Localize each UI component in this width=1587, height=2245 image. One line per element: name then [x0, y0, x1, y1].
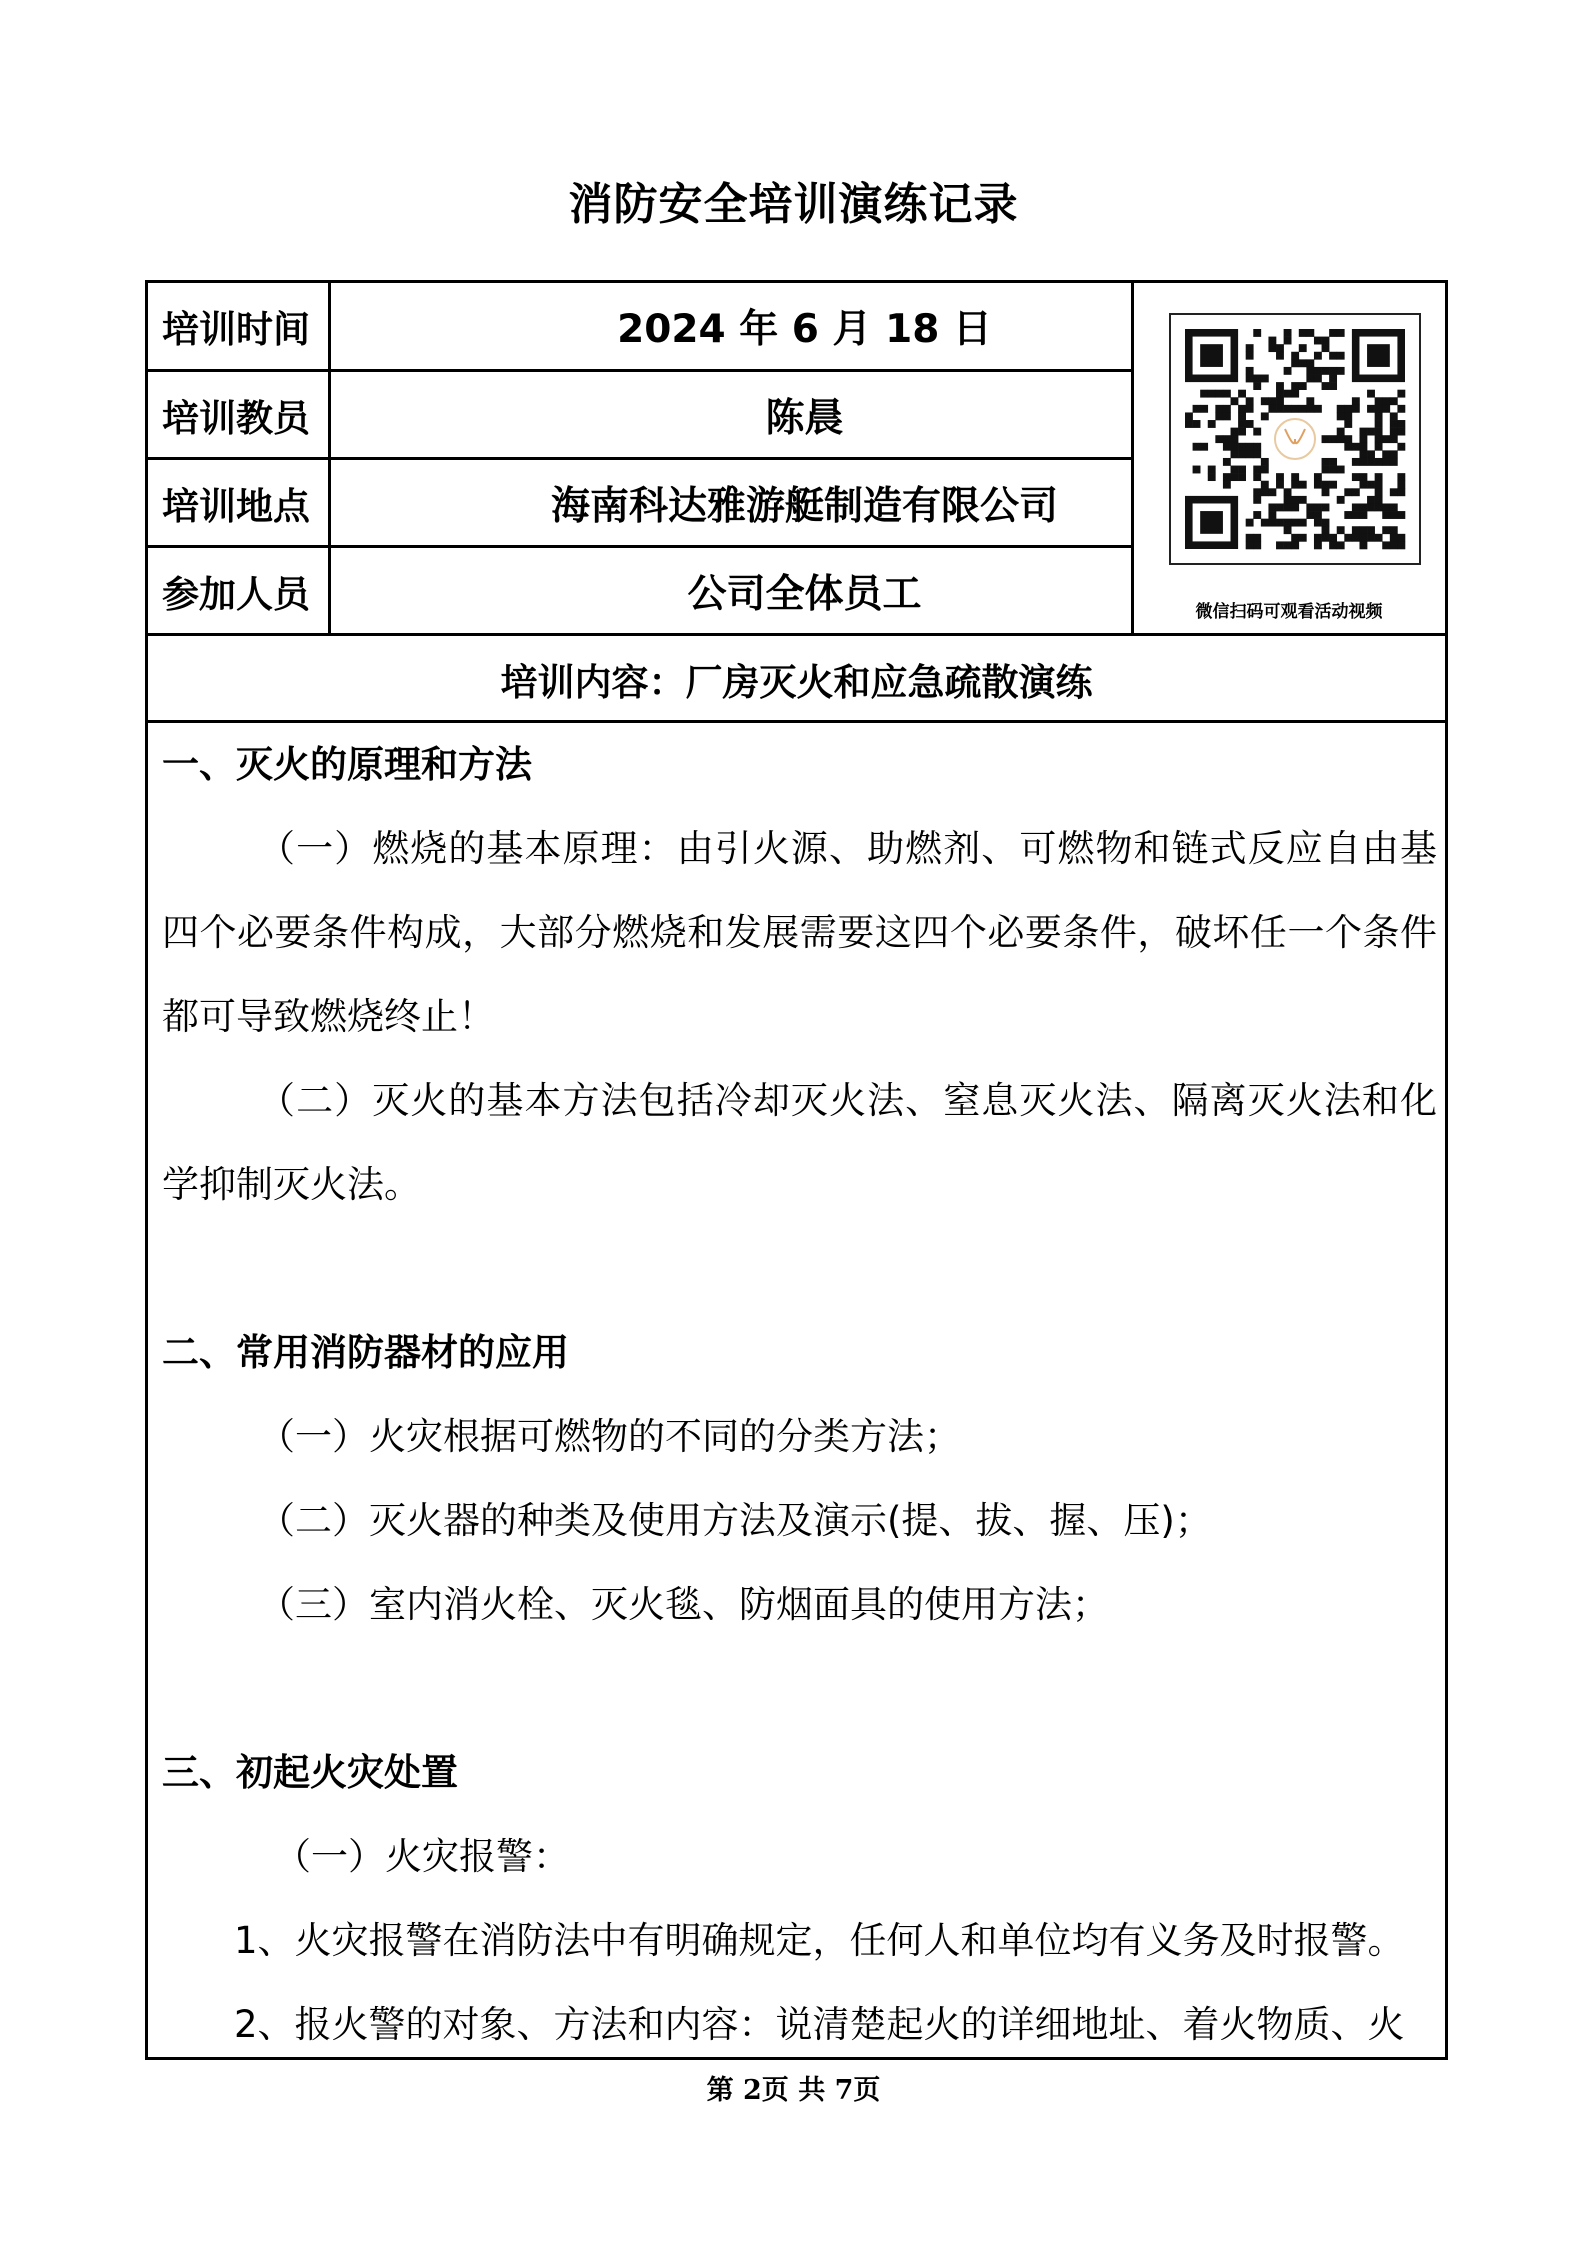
page-footer: 第 2页 共 7页 [706, 2075, 881, 2106]
label-training-time: 培训时间 [162, 308, 310, 351]
qr-caption: 微信扫码可观看活动视频 [1195, 602, 1383, 622]
section-heading: 二、常用消防器材的应用 [162, 1331, 569, 1374]
record-table [145, 280, 1448, 2060]
section-heading: 一、灭火的原理和方法 [162, 743, 532, 786]
value-location: 海南科达雅游艇制造有限公司 [550, 483, 1058, 529]
list-item: 2、报火警的对象、方法和内容：说清楚起火的详细地址、着火物质、火 [234, 2003, 1405, 2046]
qr-code-image [1171, 315, 1419, 563]
label-participants: 参加人员 [162, 572, 310, 616]
paragraph: （一）燃烧的基本原理：由引火源、助燃剂、可燃物和链式反应自由基四个必要条件构成，大部分燃烧和发展需要这四个必要条件，破坏任一个条件都可导致燃烧终止！ [162, 827, 1437, 1038]
content-title: 培训内容：厂房灭火和应急疏散演练 [500, 661, 1093, 704]
list-item: 1、火灾报警在消防法中有明确规定，任何人和单位均有义务及时报警。 [234, 1919, 1405, 1962]
list-item: （一）火灾报警： [274, 1835, 570, 1878]
list-item: （二）灭火器的种类及使用方法及演示(提、拔、握、压)； [258, 1499, 1212, 1542]
label-trainer: 培训教员 [162, 396, 310, 440]
label-location: 培训地点 [162, 484, 310, 528]
list-item: （三）室内消火栓、灭火毯、防烟面具的使用方法； [258, 1583, 1109, 1626]
content-body [162, 723, 1437, 2067]
value-trainer: 陈晨 [765, 395, 844, 441]
value-participants: 公司全体员工 [687, 571, 922, 617]
section-heading: 三、初起火灾处置 [162, 1751, 458, 1794]
value-training-time: 2024 年 6 月 18 日 [617, 307, 992, 352]
paragraph: （二）灭火的基本方法包括冷却灭火法、窒息灭火法、隔离灭火法和化学抑制灭火法。 [162, 1079, 1437, 1206]
qr-code[interactable] [1169, 313, 1421, 565]
document-title: 消防安全培训演练记录 [568, 179, 1019, 230]
list-item: （一）火灾根据可燃物的不同的分类方法； [258, 1415, 961, 1458]
